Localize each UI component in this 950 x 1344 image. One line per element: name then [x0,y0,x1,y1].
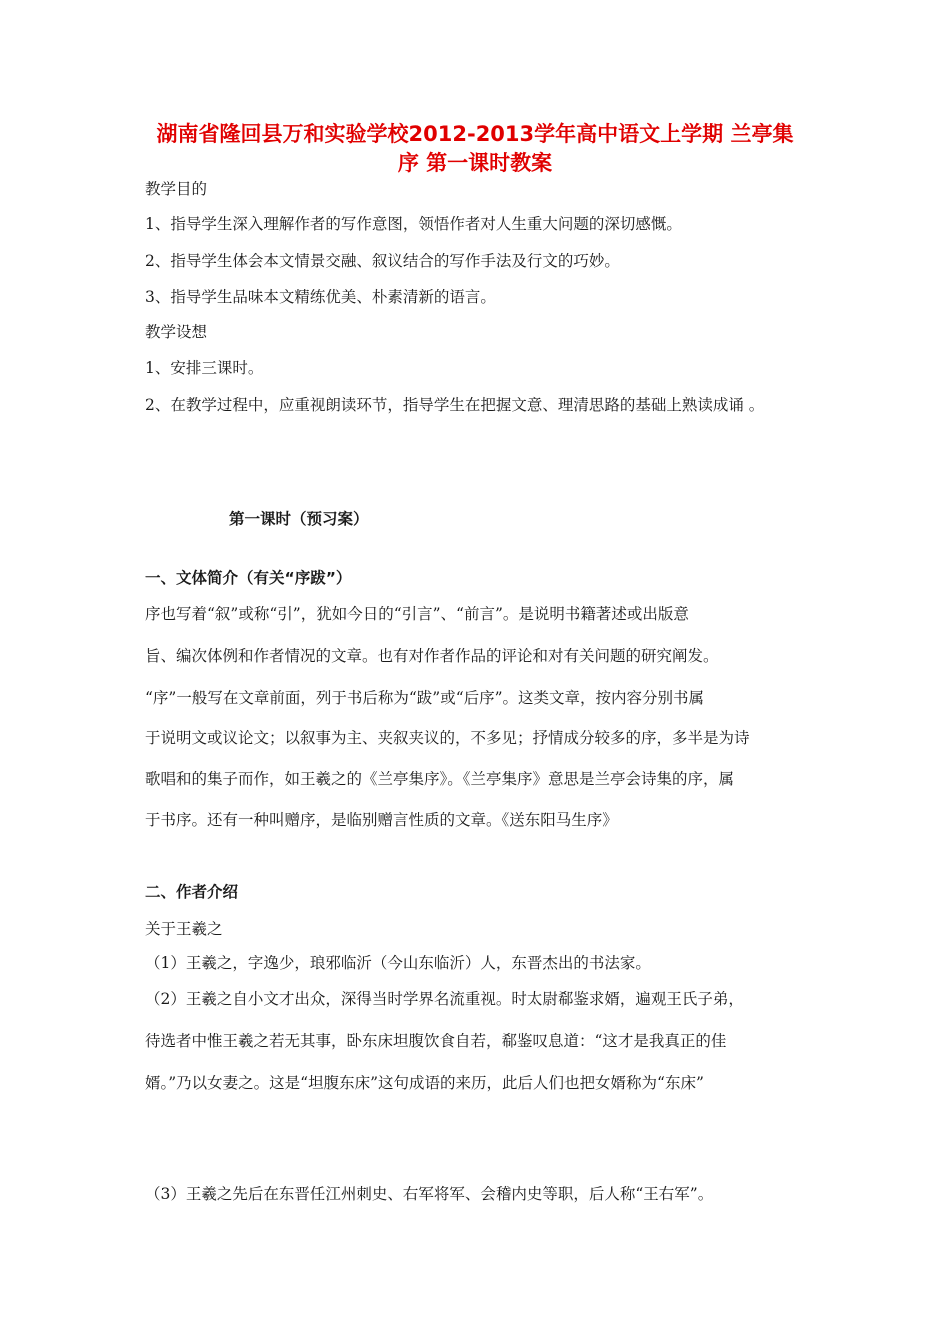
paragraph-line: 待选者中惟王羲之若无其事，卧东床坦腹饮食自若，郗鉴叹息道：“这才是我真正的佳 [145,1032,727,1050]
paragraph-line: 于说明文或议论文；以叙事为主、夹叙夹议的，不多见；抒情成分较多的序，多半是为诗 [145,729,750,747]
paragraph-line: 序也写着“叙”或称“引”，犹如今日的“引言”、“前言”。是说明书籍著述或出版意 [145,605,689,623]
section-2-subheading: 关于王羲之 [145,920,223,938]
plan-heading: 教学设想 [145,323,208,341]
paragraph-line: 歌唱和的集子而作，如王羲之的《兰亭集序》。《兰亭集序》意思是兰亭会诗集的序，属 [145,770,735,788]
objective-item: 1、指导学生深入理解作者的写作意图，领悟作者对人生重大问题的深切感慨。 [145,215,682,233]
section-2-heading: 二、作者介绍 [145,883,239,901]
objectives-heading: 教学目的 [145,180,208,198]
paragraph-line: （2）王羲之自小文才出众，深得当时学界名流重视。时太尉郗鉴求婿，遍观王氏子弟， [145,990,744,1008]
plan-item: 1、安排三课时。 [145,359,264,377]
paragraph-line: “序”一般写在文章前面，列于书后称为“跋”或“后序”。这类文章，按内容分别书属 [145,689,705,707]
document-title-line-2: 序 第一课时教案 [397,151,553,175]
paragraph-line: 于书序。还有一种叫赠序，是临别赠言性质的文章。《送东阳马生序》 [145,811,618,829]
plan-item: 2、在教学过程中，应重视朗读环节，指导学生在把握文意、理清思路的基础上熟读成诵 。 [145,396,765,414]
objective-item: 2、指导学生体会本文情景交融、叙议结合的写作手法及行文的巧妙。 [145,252,620,270]
objective-item: 3、指导学生品味本文精练优美、朴素清新的语言。 [145,288,496,306]
document-title-line-1: 湖南省隆回县万和实验学校2012-2013学年高中语文上学期 兰亭集 [156,122,794,146]
paragraph-line: （1）王羲之，字逸少，琅邪临沂（今山东临沂）人，东晋杰出的书法家。 [145,954,651,972]
paragraph-line: 婿。”乃以女妻之。这是“坦腹东床”这句成语的来历，此后人们也把女婿称为“东床” [145,1074,704,1092]
lesson-title: 第一课时（预习案） [229,510,369,528]
paragraph-line: （3）王羲之先后在东晋任江州刺史、右军将军、会稽内史等职，后人称“王右军”。 [145,1185,714,1203]
section-1-heading: 一、文体简介（有关“序跋”） [145,569,352,587]
paragraph-line: 旨、编次体例和作者情况的文章。也有对作者作品的评论和对有关问题的研究阐发。 [145,647,719,665]
